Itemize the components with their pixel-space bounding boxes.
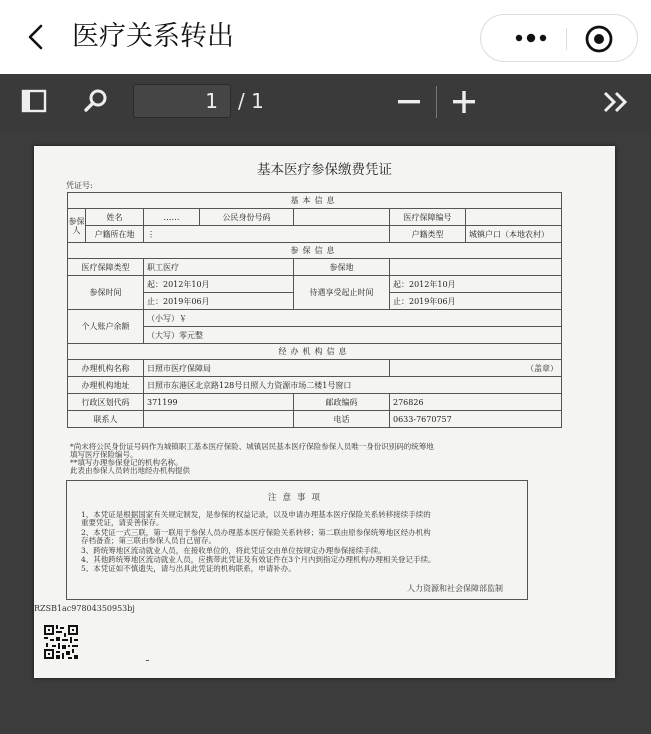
target-icon [581,22,617,56]
benefit-period-label: 待遇享受起止时间 [294,276,390,310]
notice-item: 重要凭证，请妥善保存。 [81,518,164,527]
document-title: 基本医疗参保缴费凭证 [257,162,392,178]
phone-label: 电话 [294,411,390,428]
certificate-number-label: 凭证号: [66,181,93,190]
agency-address-value: 日照市东港区北京路128号日照人力资源市场二楼1号窗口 [144,377,562,394]
pdf-page [34,146,615,678]
zoom-out-button[interactable] [396,90,422,118]
search-button[interactable] [83,88,109,118]
notice-item: 4、其他跨统筹地区流动就业人员，应携带此凭证及有效证件在3个月内到指定办理机构办理相关登记手续。 [81,555,436,564]
section-insured-info: 参保信息 [68,243,562,259]
page-number-input[interactable]: 1 [133,84,231,118]
certificate-table [67,192,562,428]
notice-item: 5、本凭证如不慎遗失，请与出具此凭证的机构联系，申请补办。 [81,564,296,573]
id-number-value [294,209,390,226]
insured-place-label: 参保地 [294,259,390,276]
notice-item: 3、跨统筹地区流动就业人员，在接收单位的，将此凭证交由单位按规定办理参保接续手续。 [81,546,386,555]
notice-item: 1、本凭证是根据国家有关规定制发，是参保的权益记录，以及申请办理基本医疗保险关系转移接续手续的 [81,510,431,519]
footnote-2: **填写办理参保登记的机构名称。 [70,458,183,467]
insured-person-label: 参保人 [68,209,86,243]
insured-time-label: 参保时间 [68,276,144,310]
page-title: 医疗关系转出 [72,21,234,52]
hukou-type-label: 户籍类型 [390,226,466,243]
more-tools-button[interactable] [601,90,631,118]
section-basic-info: 基本信息 [68,193,562,209]
mini-program-capsule [480,14,638,62]
hukou-place-value: ⋮ [144,226,390,243]
search-icon [83,88,109,114]
footnote-1-cont: 填写医疗保险编号。 [70,450,138,459]
page-total-label: / 1 [238,89,264,113]
more-dots-icon [511,31,551,45]
medical-number-value [466,209,562,226]
hukou-place-label: 户籍所在地 [86,226,144,243]
contact-person-label: 联系人 [68,411,144,428]
agency-address-label: 办理机构地址 [68,377,144,394]
notice-item: 2、本凭证一式三联，第一联用于参保人员办理基本医疗保险关系转移；第二联由原参保统筹地区经办机构 [81,528,431,537]
benefit-period-end: 止：2019年06月 [390,293,562,310]
double-chevron-right-icon [601,90,631,114]
section-agency-info: 经办机构信息 [68,344,562,360]
more-button[interactable] [501,15,561,61]
account-balance-small: （小写）￥ [144,310,562,327]
footnote-3: 此表由参保人员转出地经办机构提供 [70,466,190,475]
insurance-type-value: 职工医疗 [144,259,294,276]
region-code-label: 行政区划代码 [68,394,144,411]
qr-code-icon [43,624,79,660]
close-program-button[interactable] [581,22,617,56]
chevron-left-icon [22,22,52,52]
notice-item: 存档备查；第三联由参保人员自己留存。 [81,536,216,545]
top-nav-bar [0,0,651,74]
insured-time-start: 起：2012年10月 [144,276,294,293]
capsule-divider [566,28,567,50]
medical-number-label: 医疗保障编号 [390,209,466,226]
insured-time-end: 止：2019年06月 [144,293,294,310]
name-value: …… [144,209,200,226]
footnote-1: *尚未将公民身份证号码作为城镇职工基本医疗保险、城镇居民基本医疗保险参保人员唯一身份识别码的统筹地 [70,442,434,451]
contact-person-value [144,411,294,428]
hukou-type-value: 城镇户口（本地农村） [466,226,562,243]
sidebar-icon [21,88,47,114]
zoom-in-button[interactable] [451,89,477,119]
insurance-type-label: 医疗保障类型 [68,259,144,276]
agency-seal: （盖章） [390,360,562,377]
notice-box [66,480,528,600]
region-code-value: 371199 [144,394,294,411]
id-number-label: 公民身份号码 [200,209,294,226]
sidebar-toggle-button[interactable] [21,88,47,118]
notice-title: 注意事项 [267,493,326,503]
issuer-signature: 人力资源和社会保障部监制 [407,584,503,593]
postcode-value: 276826 [390,394,562,411]
plus-icon [451,89,477,115]
postcode-label: 邮政编码 [294,394,390,411]
account-balance-label: 个人账户余额 [68,310,144,344]
account-balance-big: （大写）零元整 [144,327,562,344]
minus-icon [396,90,422,114]
phone-value: 0633-7670757 [390,411,562,428]
agency-name-label: 办理机构名称 [68,360,144,377]
scan-artifact [146,660,149,661]
toolbar-divider [436,86,437,118]
name-label: 姓名 [86,209,144,226]
benefit-period-start: 起：2012年10月 [390,276,562,293]
serial-number: RZSB1ac97804350953bj [34,604,135,613]
insured-place-value [390,259,562,276]
back-button[interactable] [22,22,52,52]
agency-name-value: 日照市医疗保障局 [144,360,390,377]
